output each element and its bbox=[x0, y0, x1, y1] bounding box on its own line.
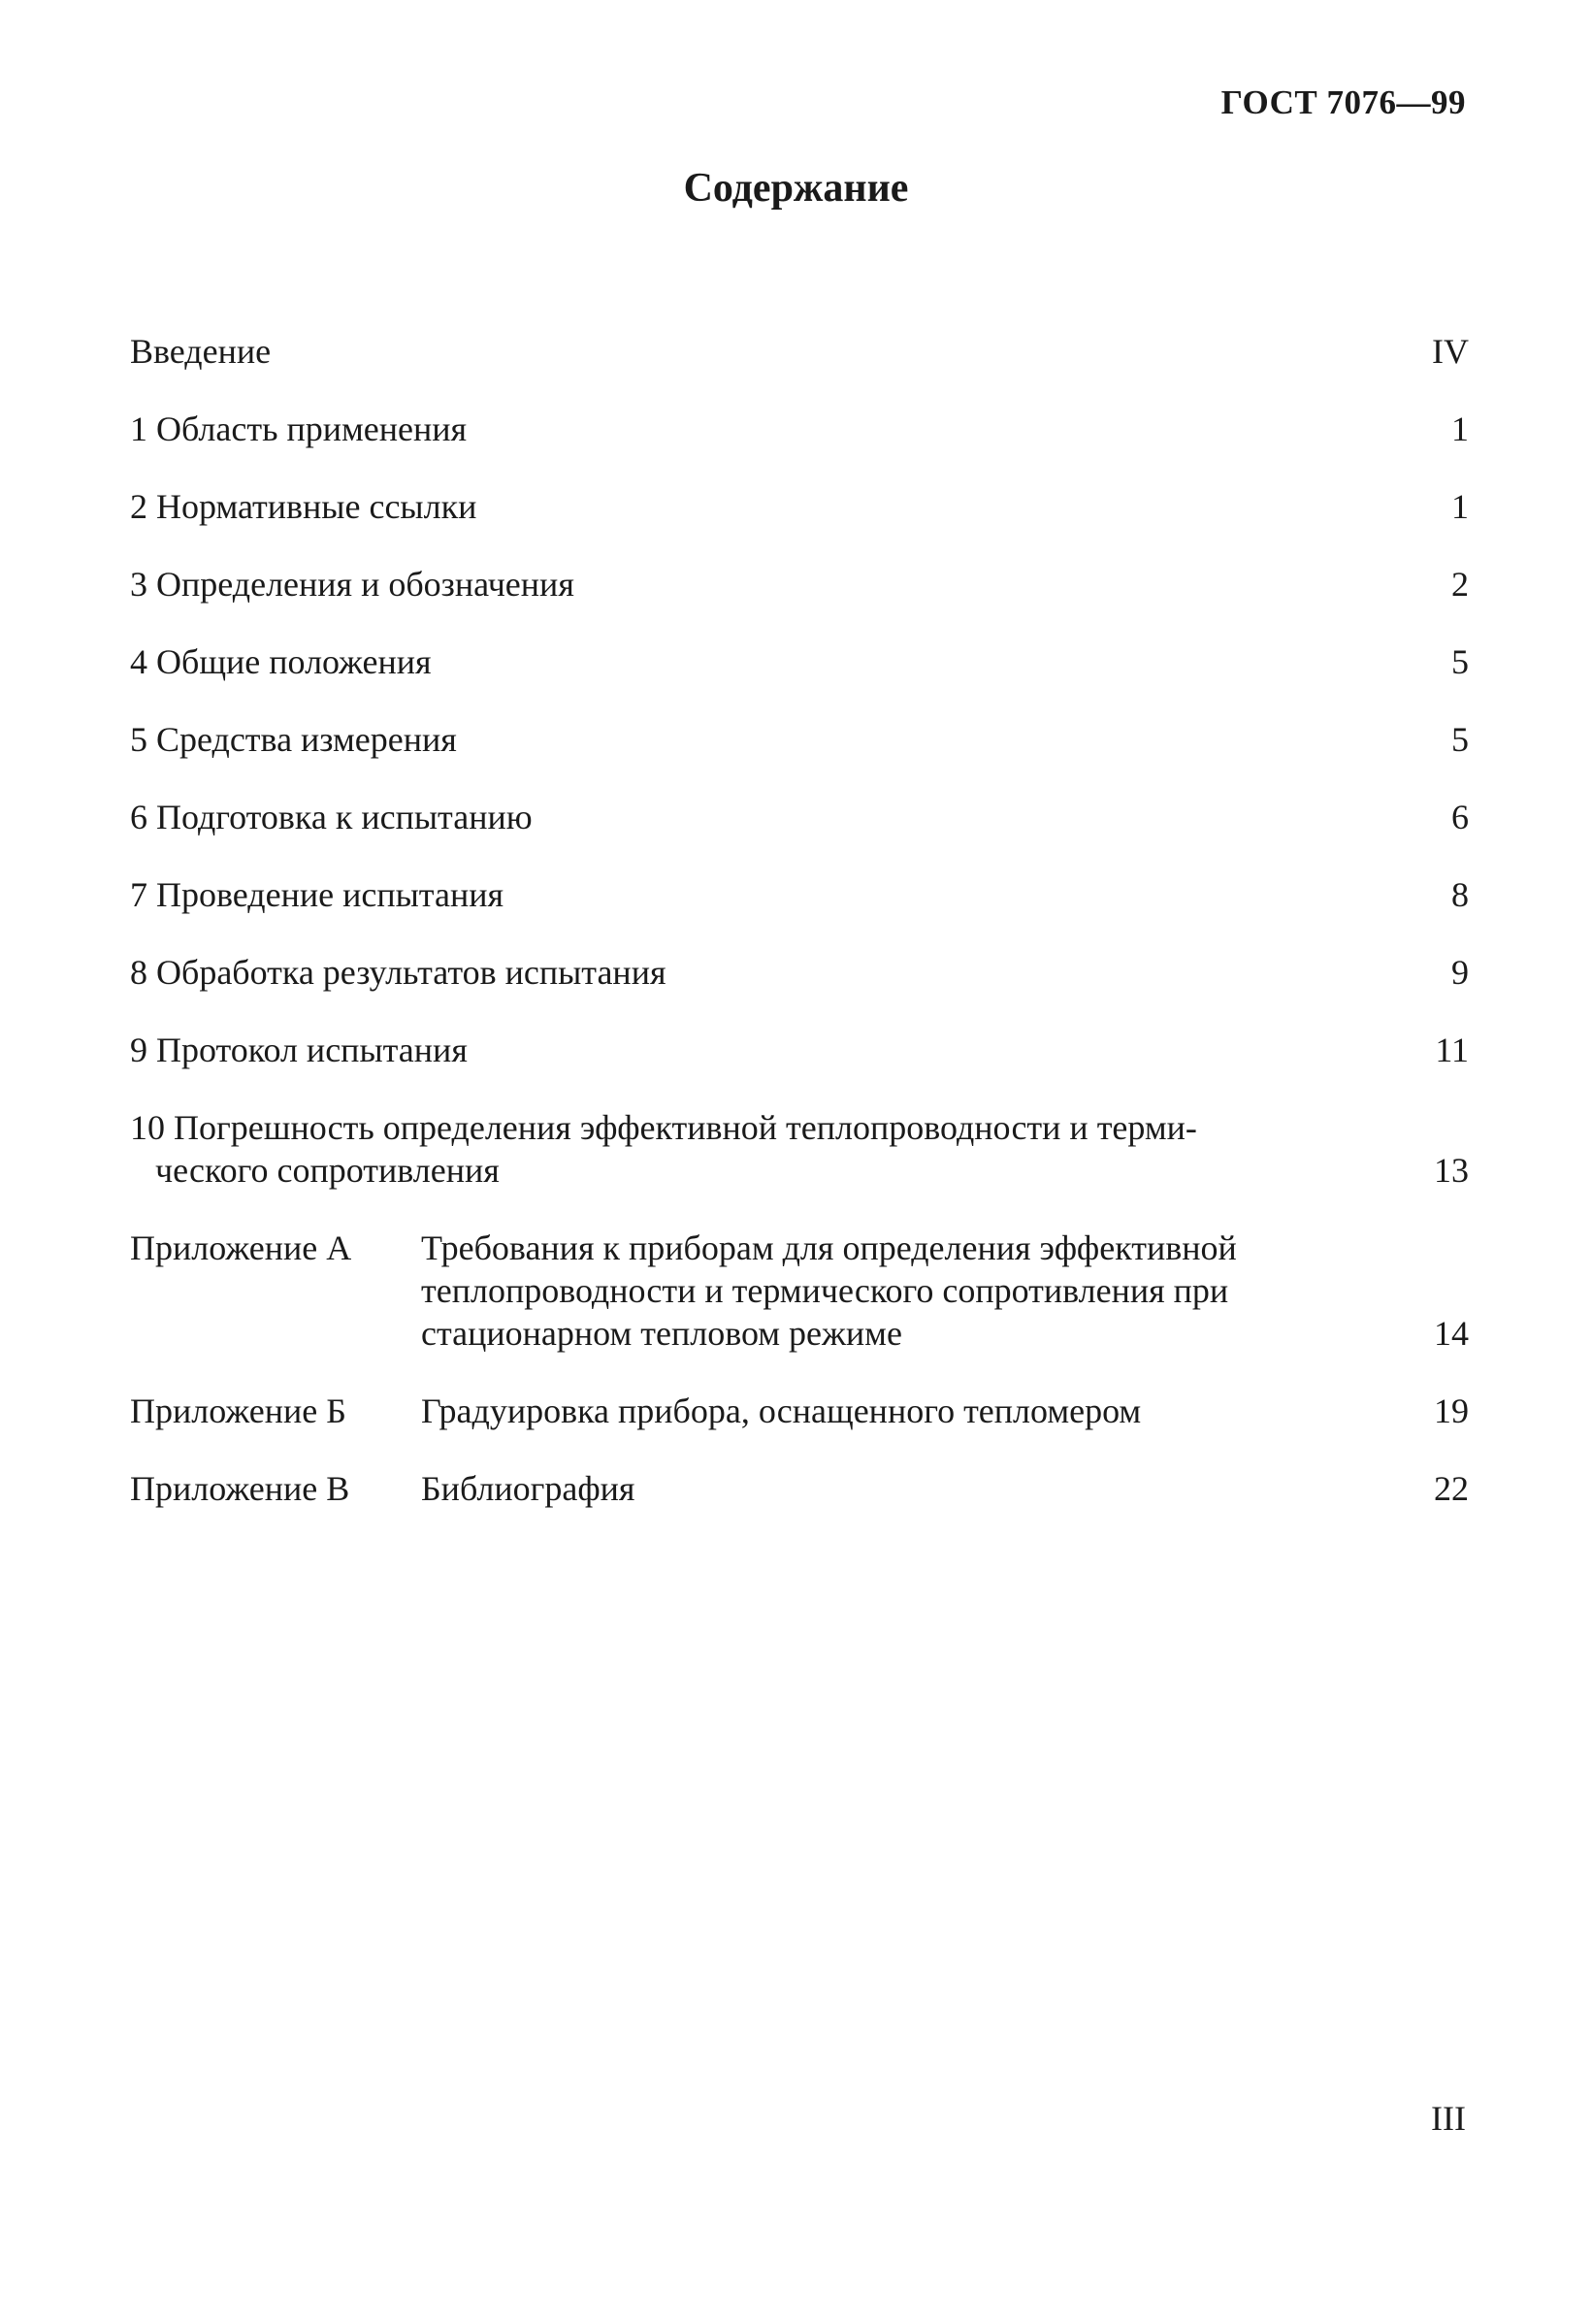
annex-title-line: Градуировка прибора, оснащенного тепломером bbox=[421, 1391, 1142, 1430]
toc-entry-page: 14 bbox=[1434, 1314, 1469, 1353]
toc-entry-text-line2: ческого сопротивления bbox=[155, 1151, 500, 1190]
page-title: Содержание bbox=[683, 166, 909, 211]
toc-entry-text: 3 Определения и обозначения bbox=[130, 565, 574, 604]
toc-entry-1[interactable] bbox=[130, 408, 1469, 450]
annex-title-line: теплопроводности и термического сопротивления при bbox=[421, 1271, 1229, 1310]
toc-annex-b[interactable] bbox=[130, 1390, 1469, 1432]
toc-entry-text: Введение bbox=[130, 332, 272, 371]
annex-title-line: Требования к приборам для определения эффективной bbox=[421, 1228, 1237, 1267]
toc-entry-2[interactable] bbox=[130, 485, 1469, 528]
annex-title bbox=[421, 1467, 634, 1510]
toc-entry-text: 2 Нормативные ссылки bbox=[130, 487, 477, 526]
standard-code: ГОСТ 7076—99 bbox=[1220, 83, 1466, 121]
toc-annex-a[interactable] bbox=[130, 1227, 1469, 1355]
annex-title-line: Библиография bbox=[421, 1469, 635, 1508]
toc-entry-7[interactable] bbox=[130, 873, 1469, 916]
toc-entry-page: 1 bbox=[1451, 409, 1469, 448]
toc-entry-text: 8 Обработка результатов испытания bbox=[130, 953, 666, 992]
toc-entry-introduction[interactable] bbox=[130, 330, 1469, 373]
toc-entry-text: 6 Подготовка к испытанию bbox=[130, 798, 533, 836]
toc-entry-page: 13 bbox=[1434, 1151, 1469, 1190]
annex-title bbox=[421, 1390, 1141, 1432]
toc-entry-9[interactable] bbox=[130, 1029, 1469, 1071]
toc-entry-6[interactable] bbox=[130, 796, 1469, 838]
annex-label: Приложение Б bbox=[130, 1391, 346, 1430]
toc-entry-5[interactable] bbox=[130, 718, 1469, 761]
toc-entry-text-line1: 10 Погрешность определения эффективной теплопроводности и терми- bbox=[130, 1108, 1197, 1147]
toc-entry-page: 22 bbox=[1434, 1469, 1469, 1508]
annex-title bbox=[421, 1227, 1237, 1355]
toc-entry-page: 2 bbox=[1451, 565, 1469, 604]
toc-entry-text: 4 Общие положения bbox=[130, 642, 432, 681]
toc-annex-c[interactable] bbox=[130, 1467, 1469, 1510]
toc-entry-10[interactable] bbox=[130, 1106, 1469, 1192]
annex-label: Приложение В bbox=[130, 1469, 350, 1508]
toc-entry-page: 11 bbox=[1435, 1031, 1469, 1069]
toc-entry-page: 9 bbox=[1451, 953, 1469, 992]
toc-entry-page: 8 bbox=[1451, 875, 1469, 914]
toc-entry-page: 19 bbox=[1434, 1391, 1469, 1430]
toc-entry-page: 5 bbox=[1451, 642, 1469, 681]
toc-entry-8[interactable] bbox=[130, 951, 1469, 994]
table-of-contents bbox=[130, 330, 1469, 1545]
toc-entry-text: 1 Область применения bbox=[130, 409, 468, 448]
toc-entry-3[interactable] bbox=[130, 563, 1469, 606]
annex-title-line: стационарном тепловом режиме bbox=[421, 1314, 902, 1353]
page-number: III bbox=[1431, 2099, 1466, 2138]
toc-entry-page: 1 bbox=[1451, 487, 1469, 526]
toc-entry-4[interactable] bbox=[130, 640, 1469, 683]
toc-entry-page: 5 bbox=[1451, 720, 1469, 759]
toc-entry-page: 6 bbox=[1451, 798, 1469, 836]
annex-label: Приложение А bbox=[130, 1228, 352, 1267]
toc-entry-text: 9 Протокол испытания bbox=[130, 1031, 468, 1069]
toc-entry-text: 5 Средства измерения bbox=[130, 720, 457, 759]
toc-entry-text: 7 Проведение испытания bbox=[130, 875, 504, 914]
toc-entry-page: IV bbox=[1432, 332, 1469, 371]
